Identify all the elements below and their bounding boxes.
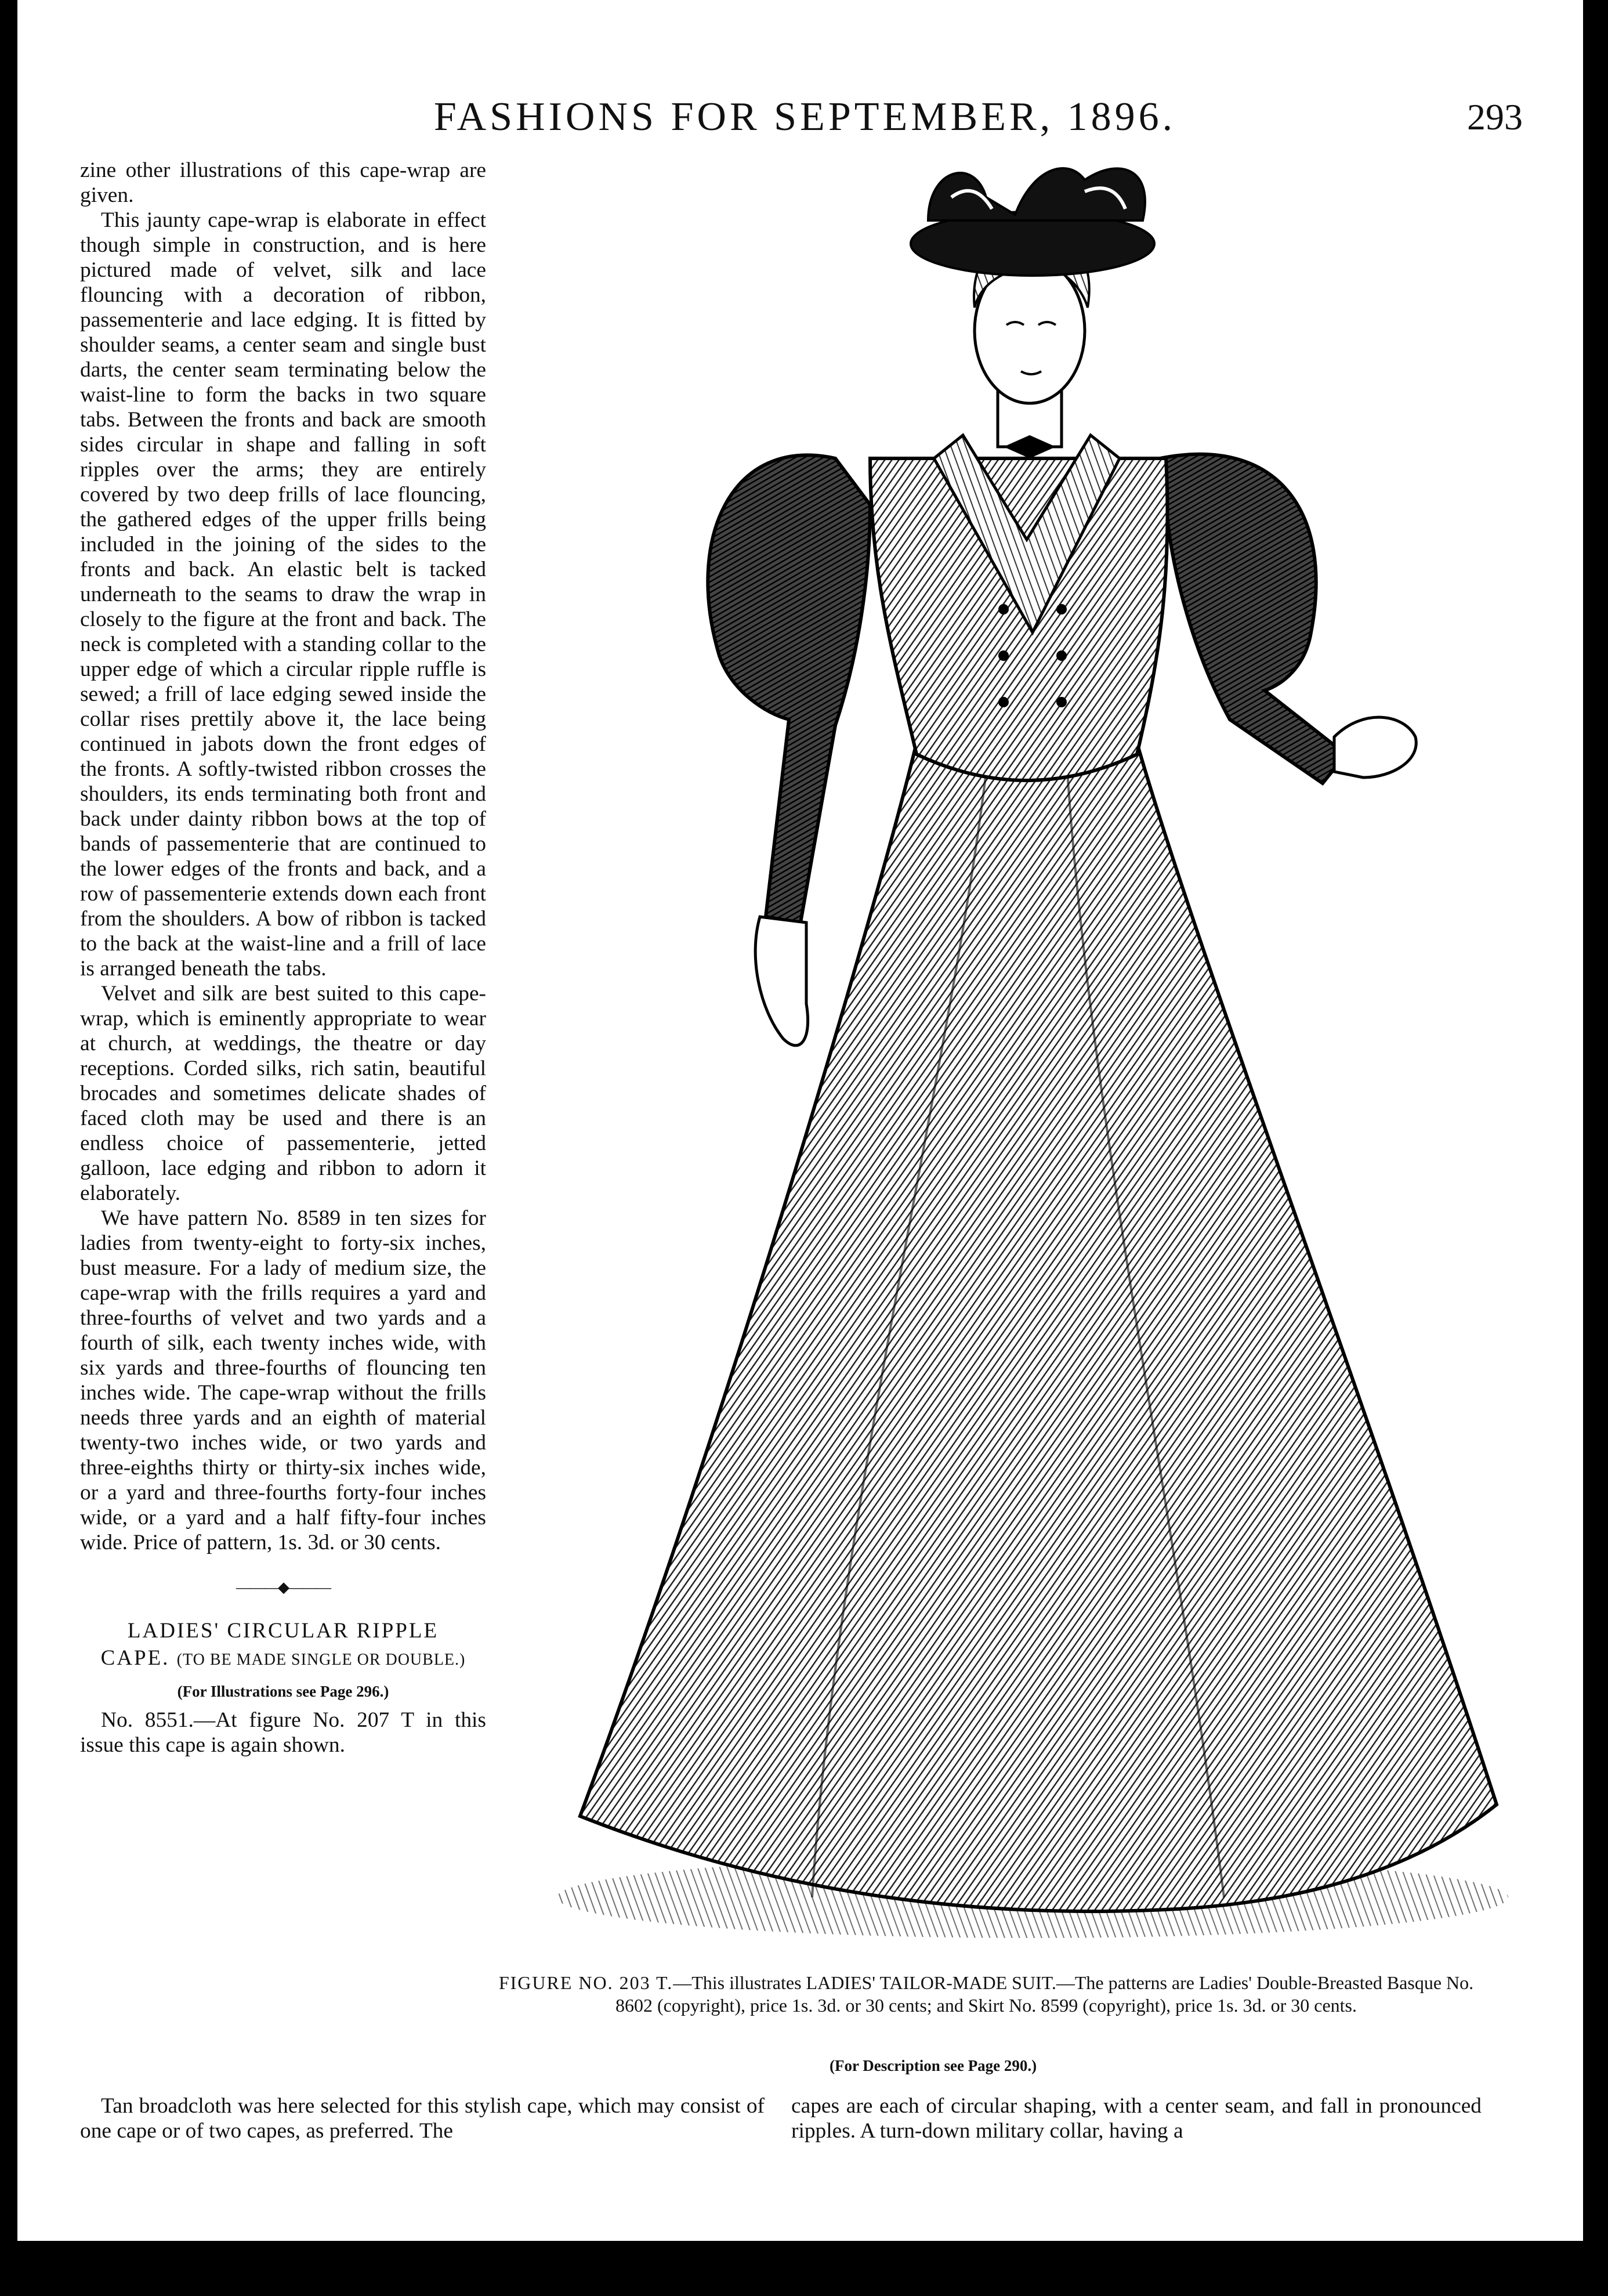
- paragraph: This jaunty cape-wrap is elaborate in effect though simple in construction, and is here pictured made of velvet, silk and lace flouncing with a decoration of ribbon, passementerie and lace edging. It is fitted by shoulder seams, a center seam and single bust darts, the center seam terminating below the waist-line to form the backs in two square tabs. Between the fronts and back are smooth sides circular in shape and falling in soft ripples over the arms; they are entirely covered by two deep frills of lace flouncing, the gathered edges of the upper frills being included in the joining of the sides to the fronts and back. An elastic belt is tacked underneath to the seams to draw the wrap in closely to the figure at the front and back. The neck is completed with a standing collar to the upper edge of which a circular ripple ruffle is sewed; a frill of lace edging sewed inside the collar rises prettily above it, the lace being continued in jabots down the front edges of the fronts. A softly-twisted ribbon crosses the shoulders, its ends terminating both front and back under dainty ribbon bows at the top of bands of passementerie that are continued to the lower edges of the fronts and back, and a row of passementerie extends down each front from the shoulders. A bow of ribbon is tacked to the back at the waist-line and a frill of lace is arranged beneath the tabs.: [80, 208, 486, 981]
- fashion-illustration: [510, 133, 1555, 1961]
- left-glove: [755, 917, 807, 1046]
- right-sleeve: [1160, 454, 1346, 783]
- description-reference: (For Description see Page 290.): [830, 2057, 1037, 2074]
- bodice: [870, 458, 1168, 780]
- running-title: FASHIONS FOR SEPTEMBER, 1896.: [433, 95, 1176, 139]
- bottom-right-text: capes are each of circular shaping, with a center seam, and fall in pronounced ripples. A turn-down military collar, having a: [791, 2094, 1482, 2143]
- figure-caption: [493, 1972, 1479, 2017]
- section-title-line1: LADIES' CIRCULAR RIPPLE: [127, 1619, 439, 1643]
- figure-label: FIGURE NO. 203 T.: [498, 1972, 673, 1993]
- magazine-page: [17, 0, 1592, 2241]
- hat-bow: [928, 168, 1145, 220]
- section-title-line2: CAPE.: [100, 1646, 170, 1670]
- paragraph: We have pattern No. 8589 in ten sizes for ladies from twenty-eight to forty-six inches, bust measure. For a lady of medium size, the cape-wrap with the frills requires a yard and three-fourths of velvet and two yards and a fourth of silk, each twenty inches wide, with six yards and three-fourths of flouncing ten inches wide. The cape-wrap without the frills needs three yards and an eighth of material twenty-two inches wide, or two yards and three-eighths thirty or thirty-six inches wide, or a yard and three-fourths forty-four inches wide, or a yard and a half fifty-four inches wide. Price of pattern, 1s. 3d. or 30 cents.: [80, 1206, 486, 1554]
- right-glove: [1334, 717, 1416, 778]
- section-title: [80, 1617, 486, 1673]
- left-sleeve: [708, 455, 870, 923]
- section-intro: No. 8551.—At figure No. 207 T in this issue this cape is again shown.: [80, 1708, 486, 1757]
- figure-caption-text: —This illustrates LADIES' TAILOR-MADE SUIT.—The patterns are Ladies' Double-Breasted Basque No. 8602 (copyright), price 1s. 3d. or 30 cents; and Skirt No. 8599 (copyright), price 1s. 3d. or 30 cents.: [615, 1972, 1474, 2016]
- skirt: [580, 743, 1497, 1911]
- section-subtitle: (TO BE MADE SINGLE OR DOUBLE.): [176, 1651, 466, 1669]
- bottom-left-text: Tan broadcloth was here selected for this stylish cape, which may consist of one cape or of two capes, as preferred. The: [80, 2094, 765, 2143]
- section-divider: ———◆———: [236, 1579, 330, 1596]
- paragraph: Velvet and silk are best suited to this cape-wrap, which is eminently appropriate to wear at church, at weddings, the theatre or day receptions. Corded silks, rich satin, beautiful brocades and sometimes delicate shades of faced cloth may be used and there is an endless choice of passementerie, jetted galloon, lace edging and ribbon to adorn it elaborately.: [80, 982, 486, 1205]
- page-number: 293: [1467, 96, 1523, 138]
- paragraph: zine other illustrations of this cape-wrap are given.: [80, 158, 486, 207]
- left-text-column: [80, 158, 486, 1758]
- illustrations-reference: (For Illustrations see Page 296.): [177, 1683, 389, 1700]
